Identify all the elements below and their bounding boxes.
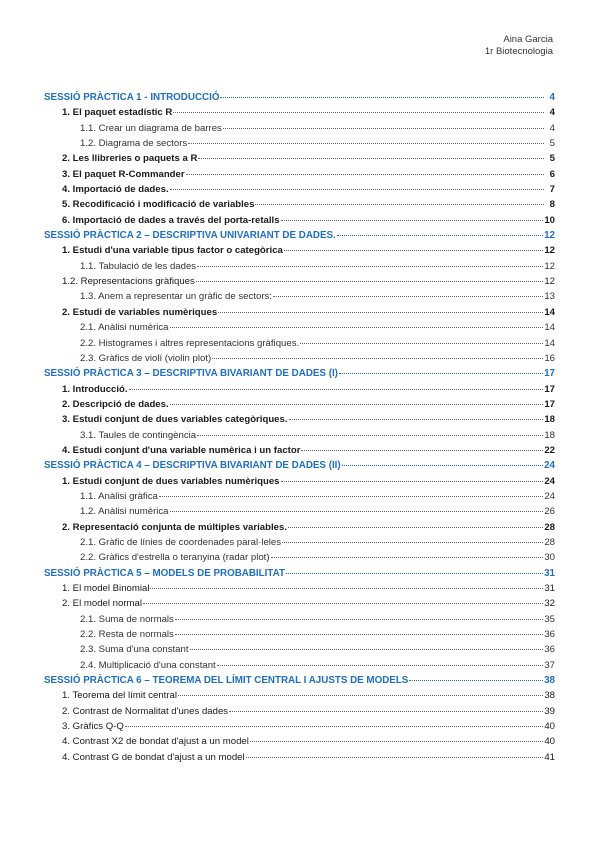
toc-entry[interactable] bbox=[44, 322, 555, 337]
toc-entry[interactable] bbox=[44, 583, 555, 598]
toc-entry[interactable] bbox=[44, 184, 555, 199]
toc-entry[interactable] bbox=[44, 430, 555, 445]
toc-page-number: 17 bbox=[544, 383, 555, 395]
toc-entry[interactable] bbox=[44, 736, 555, 751]
dot-leader bbox=[175, 634, 543, 635]
toc-entry[interactable] bbox=[44, 399, 555, 414]
toc-page-number: 24 bbox=[544, 460, 555, 472]
dot-leader bbox=[229, 711, 543, 712]
toc-entry[interactable] bbox=[44, 614, 555, 629]
toc-entry-title: SESSIÓ PRÀCTICA 6 – TEOREMA DEL LÍMIT CENTRAL I AJUSTS DE MODELS bbox=[44, 675, 409, 687]
dot-leader bbox=[175, 619, 543, 620]
toc-entry[interactable] bbox=[44, 353, 555, 368]
dot-leader bbox=[339, 373, 543, 374]
toc-entry[interactable] bbox=[44, 307, 555, 322]
dot-leader bbox=[342, 465, 543, 466]
dot-leader bbox=[409, 680, 543, 681]
toc-page-number: 22 bbox=[544, 444, 555, 456]
toc-entry[interactable] bbox=[44, 491, 555, 506]
toc-entry-title: 4. Contrast G de bondat d'ajust a un model bbox=[62, 751, 245, 763]
dot-leader bbox=[186, 174, 544, 175]
toc-entry-title: 3. El paquet R-Commander bbox=[62, 168, 185, 180]
dot-leader bbox=[170, 404, 544, 405]
toc-entry-title: 1. El paquet estadístic R bbox=[62, 107, 173, 119]
course-name: 1r Biotecnologia bbox=[484, 46, 553, 57]
toc-page-number: 41 bbox=[544, 751, 555, 763]
toc-entry-title: 1.2. Diagrama de sectors bbox=[80, 138, 188, 150]
toc-page-number: 35 bbox=[544, 613, 555, 625]
toc-entry[interactable] bbox=[44, 261, 555, 276]
dot-leader bbox=[289, 419, 544, 420]
toc-entry-title: SESSIÓ PRÀCTICA 5 – MODELS DE PROBABILITAT bbox=[44, 567, 285, 579]
toc-section-heading[interactable] bbox=[44, 368, 555, 383]
toc-entry[interactable] bbox=[44, 169, 555, 184]
toc-page-number: 13 bbox=[544, 291, 555, 303]
toc-entry-title: 3.1. Taules de contingència bbox=[80, 429, 197, 441]
toc-entry[interactable] bbox=[44, 107, 555, 122]
toc-entry-title: 2.1. Suma de normals bbox=[80, 613, 174, 625]
toc-entry[interactable] bbox=[44, 123, 555, 138]
toc-entry-title: 2.2. Resta de normals bbox=[80, 629, 174, 641]
toc-entry-title: 1. Teorema del límit central bbox=[62, 690, 177, 702]
toc-entry[interactable] bbox=[44, 660, 555, 675]
dot-leader bbox=[212, 358, 543, 359]
toc-section-heading[interactable] bbox=[44, 92, 555, 107]
toc-entry[interactable] bbox=[44, 598, 555, 613]
toc-entry-title: 2. Estudi de variables numèriques bbox=[62, 306, 218, 318]
dot-leader bbox=[255, 204, 544, 205]
toc-page-number: 8 bbox=[549, 199, 555, 211]
toc-page-number: 18 bbox=[544, 414, 555, 426]
toc-entry-title: 2.2. Gràfics d'estrella o teranyina (radar plot) bbox=[80, 552, 270, 564]
toc-entry-title: 1.2. Anàlisi numèrica bbox=[80, 506, 169, 518]
toc-entry[interactable] bbox=[44, 245, 555, 260]
toc-entry[interactable] bbox=[44, 276, 555, 291]
dot-leader bbox=[197, 266, 543, 267]
toc-page-number: 36 bbox=[544, 629, 555, 641]
toc-page-number: 36 bbox=[544, 644, 555, 656]
toc-page-number: 12 bbox=[544, 245, 555, 257]
toc-entry-title: 1. Estudi d'una variable tipus factor o categòrica bbox=[62, 245, 283, 257]
dot-leader bbox=[250, 741, 543, 742]
toc-page-number: 12 bbox=[544, 276, 555, 288]
toc-page-number: 4 bbox=[549, 92, 555, 103]
dot-leader bbox=[198, 158, 544, 159]
toc-page-number: 24 bbox=[544, 490, 555, 502]
dot-leader bbox=[300, 343, 543, 344]
toc-page-number: 38 bbox=[544, 675, 555, 687]
toc-entry-title: 4. Estudi conjunt d'una variable numèrica i un factor bbox=[62, 444, 301, 456]
toc-entry-title: SESSIÓ PRÀCTICA 2 – DESCRIPTIVA UNIVARIANT DE DADES. bbox=[44, 230, 336, 242]
toc-entry-title: 1. Introducció. bbox=[62, 383, 128, 395]
toc-page-number: 18 bbox=[544, 429, 555, 441]
toc-section-heading[interactable] bbox=[44, 460, 555, 475]
toc-page-number: 24 bbox=[544, 475, 555, 487]
toc-entry[interactable] bbox=[44, 506, 555, 521]
toc-page-number: 17 bbox=[544, 398, 555, 410]
toc-page-number: 28 bbox=[544, 536, 555, 548]
toc-entry-title: 5. Recodificació i modificació de variables bbox=[62, 199, 255, 211]
page-header bbox=[485, 34, 553, 58]
toc-entry-title: 1.1. Tabulació de les dades bbox=[80, 260, 197, 272]
toc-page-number: 7 bbox=[549, 184, 555, 196]
toc-entry-title: 6. Importació de dades a través del porta-retalls bbox=[62, 214, 280, 226]
toc-entry-title: 2. Les llibreries o paquets a R bbox=[62, 153, 198, 165]
dot-leader bbox=[173, 112, 544, 113]
dot-leader bbox=[129, 389, 544, 390]
toc-section-heading[interactable] bbox=[44, 230, 555, 245]
toc-entry-title: 2.1. Anàlisi numèrica bbox=[80, 322, 169, 334]
toc-entry-title: 1.2. Representacions gràfiques bbox=[62, 276, 195, 288]
toc-page-number: 14 bbox=[544, 306, 555, 318]
dot-leader bbox=[143, 603, 543, 604]
toc-page-number: 38 bbox=[544, 690, 555, 702]
toc-entry-title: 2.4. Multiplicació d'una constant bbox=[80, 659, 216, 671]
toc-page-number: 5 bbox=[549, 153, 555, 165]
toc-entry-title: 3. Gràfics Q-Q bbox=[62, 721, 124, 733]
toc-page-number: 26 bbox=[544, 506, 555, 518]
table-of-contents bbox=[44, 92, 555, 767]
dot-leader bbox=[197, 435, 543, 436]
dot-leader bbox=[271, 557, 544, 558]
dot-leader bbox=[281, 481, 544, 482]
toc-entry-title: 2. Contrast de Normalitat d'unes dades bbox=[62, 705, 229, 717]
dot-leader bbox=[337, 235, 543, 236]
toc-entry[interactable] bbox=[44, 476, 555, 491]
toc-entry[interactable] bbox=[44, 291, 555, 306]
toc-entry[interactable] bbox=[44, 384, 555, 399]
toc-page-number: 17 bbox=[544, 368, 555, 380]
dot-leader bbox=[284, 250, 543, 251]
toc-entry[interactable] bbox=[44, 445, 555, 460]
toc-entry[interactable] bbox=[44, 153, 555, 168]
dot-leader bbox=[246, 757, 544, 758]
toc-entry[interactable] bbox=[44, 338, 555, 353]
toc-entry-title: 4. Contrast X2 de bondat d'ajust a un model bbox=[62, 736, 249, 748]
dot-leader bbox=[301, 450, 543, 451]
toc-entry[interactable] bbox=[44, 552, 555, 567]
toc-entry-title: SESSIÓ PRÀCTICA 3 – DESCRIPTIVA BIVARIANT DE DADES (I) bbox=[44, 368, 338, 380]
toc-section-heading[interactable] bbox=[44, 675, 555, 690]
toc-page-number: 14 bbox=[544, 322, 555, 334]
toc-entry[interactable] bbox=[44, 629, 555, 644]
toc-page-number: 4 bbox=[549, 122, 555, 134]
toc-entry-title: 1.1. Crear un diagrama de barres bbox=[80, 122, 222, 134]
toc-page-number: 31 bbox=[544, 583, 555, 594]
toc-page-number: 30 bbox=[544, 552, 555, 564]
toc-page-number: 40 bbox=[544, 721, 555, 733]
toc-entry[interactable] bbox=[44, 706, 555, 721]
toc-page-number: 16 bbox=[544, 352, 555, 364]
dot-leader bbox=[273, 296, 543, 297]
dot-leader bbox=[159, 496, 543, 497]
author-name: Aina Garcia bbox=[503, 34, 553, 45]
toc-entry-title: 2.3. Suma d'una constant bbox=[80, 644, 189, 656]
dot-leader bbox=[188, 143, 544, 144]
toc-section-heading[interactable] bbox=[44, 568, 555, 583]
toc-entry-title: 1. El model Binomial bbox=[62, 583, 150, 594]
dot-leader bbox=[286, 573, 543, 574]
toc-page-number: 5 bbox=[549, 138, 555, 150]
toc-entry[interactable] bbox=[44, 522, 555, 537]
toc-entry-title: 2.1. Gràfic de línies de coordenades paral·leles bbox=[80, 536, 282, 548]
dot-leader bbox=[170, 327, 544, 328]
toc-entry[interactable] bbox=[44, 215, 555, 230]
toc-entry-title: 2. Descripció de dades. bbox=[62, 398, 169, 410]
toc-entry[interactable] bbox=[44, 138, 555, 153]
toc-page-number: 12 bbox=[544, 260, 555, 272]
dot-leader bbox=[196, 281, 544, 282]
dot-leader bbox=[190, 649, 544, 650]
toc-entry-title: 1. Estudi conjunt de dues variables numèriques bbox=[62, 475, 280, 487]
toc-entry[interactable] bbox=[44, 721, 555, 736]
toc-page-number: 32 bbox=[544, 598, 555, 610]
toc-entry-title: 2.2. Histogrames i altres representacions gràfiques. bbox=[80, 337, 300, 349]
toc-entry[interactable] bbox=[44, 690, 555, 705]
toc-entry-title: SESSIÓ PRÀCTICA 1 - INTRODUCCIÓ bbox=[44, 92, 220, 103]
toc-page-number: 10 bbox=[544, 214, 555, 226]
toc-entry-title: 2. Representació conjunta de múltiples variables. bbox=[62, 521, 287, 533]
dot-leader bbox=[170, 189, 544, 190]
toc-entry-title: 1.1. Anàlisi gràfica bbox=[80, 490, 158, 502]
dot-leader bbox=[218, 312, 543, 313]
dot-leader bbox=[125, 726, 543, 727]
dot-leader bbox=[288, 527, 543, 528]
toc-entry-title: 3. Estudi conjunt de dues variables categòriques. bbox=[62, 414, 288, 426]
toc-page-number: 39 bbox=[544, 705, 555, 717]
toc-page-number: 6 bbox=[549, 168, 555, 180]
dot-leader bbox=[220, 97, 544, 98]
toc-page-number: 31 bbox=[544, 567, 555, 579]
dot-leader bbox=[150, 588, 543, 589]
toc-page-number: 4 bbox=[549, 107, 555, 119]
toc-page-number: 14 bbox=[544, 337, 555, 349]
toc-page-number: 40 bbox=[544, 736, 555, 748]
dot-leader bbox=[217, 665, 544, 666]
toc-entry-title: 2. El model normal bbox=[62, 598, 142, 610]
toc-entry[interactable] bbox=[44, 537, 555, 552]
dot-leader bbox=[282, 542, 543, 543]
toc-entry[interactable] bbox=[44, 199, 555, 214]
toc-entry-title: 4. Importació de dades. bbox=[62, 184, 169, 196]
toc-entry[interactable] bbox=[44, 644, 555, 659]
dot-leader bbox=[178, 695, 543, 696]
toc-entry[interactable] bbox=[44, 414, 555, 429]
dot-leader bbox=[223, 128, 544, 129]
toc-entry-title: SESSIÓ PRÀCTICA 4 – DESCRIPTIVA BIVARIANT DE DADES (II) bbox=[44, 460, 341, 472]
toc-page-number: 37 bbox=[544, 659, 555, 671]
dot-leader bbox=[170, 511, 544, 512]
toc-page-number: 28 bbox=[544, 521, 555, 533]
toc-entry-title: 2.3. Gràfics de violí (violin plot) bbox=[80, 352, 212, 364]
toc-entry-title: 1.3. Anem a representar un gràfic de sectors: bbox=[80, 291, 272, 303]
toc-page-number: 12 bbox=[544, 230, 555, 242]
toc-entry[interactable] bbox=[44, 752, 555, 767]
dot-leader bbox=[281, 220, 544, 221]
